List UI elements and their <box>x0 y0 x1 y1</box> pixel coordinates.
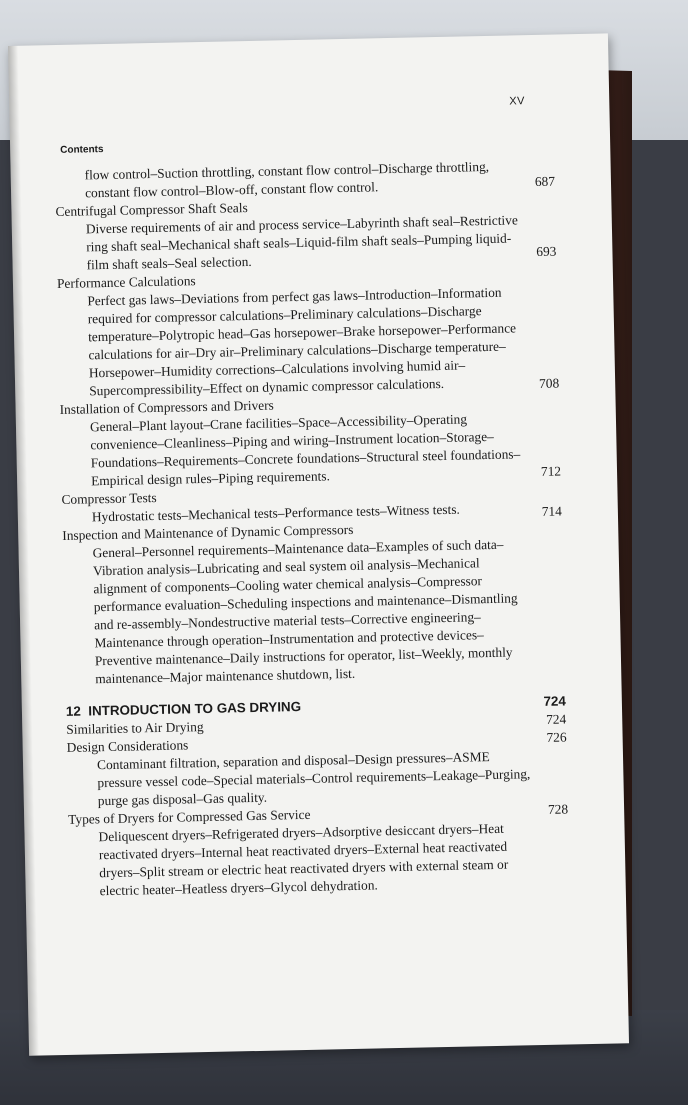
toc-entry-title: Similarities to Air Drying <box>66 719 204 737</box>
page-number: XV <box>509 95 526 108</box>
toc-entry <box>68 801 569 901</box>
toc-entry-title: Performance Calculations <box>56 273 196 292</box>
toc-page-number: 708 <box>538 375 560 391</box>
toc-entry-title: Design Considerations <box>66 737 189 755</box>
chapter-page-number: 724 <box>543 693 566 709</box>
toc-description: Perfect gas laws–Deviations from perfect gas laws–Introduction–Information required for compressor calculations–Preliminary calculations–Discharge temperature–Polytropic head–Gas horsepower–Brake horsepower–Performance calculations for air–Dry air–Preliminary calculations–Discharge temperature–Horsepower–Humidity corrections–Calculations involving humid air–Supercompressibility–Effect on dynamic compressor calculations. <box>87 284 517 399</box>
chapter-number: 12 <box>65 703 82 719</box>
toc-description: Diverse requirements of air and process service–Labyrinth shaft seal–Restrictive ring shaft seal–Mechanical shaft seals–Liquid-film shaft seals–Pumping liquid-film shaft seals–Seal selection. <box>85 212 518 273</box>
toc-entry-title: Inspection and Maintenance of Dynamic Compressors <box>62 521 354 543</box>
toc-page-number: 726 <box>546 729 567 745</box>
spine-shadow <box>8 46 39 1056</box>
toc-page-number: 712 <box>540 463 562 479</box>
toc-entry-title: Centrifugal Compressor Shaft Seals <box>55 200 248 220</box>
toc-page-number: 687 <box>534 173 556 189</box>
toc-page-number: 714 <box>541 503 563 519</box>
book-page <box>8 33 629 1055</box>
toc-description: General–Plant layout–Crane facilities–Space–Accessibility–Operating convenience–Cleanliness–Piping and wiring–Instrument location–Storage–Foundations–Requirements–Concrete foundations–Structural steel foundations–Empirical design rules–Piping requirements. <box>89 411 521 489</box>
toc-description: flow control–Suction throttling, constant flow control–Discharge throttling, constant flow control–Blow-off, constant flow control. <box>84 158 490 201</box>
toc-description: Deliquescent dryers–Refrigerated dryers–Adsorptive desiccant dryers–Heat reactivated dryers–Internal heat reactivated dryers–External heat reactivated dryers–Split stream or electric heat reactivated dryers with external steam or electric heater–Heatless dryers–Glycol dehydration. <box>98 820 509 899</box>
toc-description: Contaminant filtration, separation and disposal–Design pressures–ASME pressure vessel code–Special materials–Control requirements–Leakage–Purging, purge gas disposal–Gas quality. <box>96 749 531 809</box>
toc-page-number: 693 <box>536 243 557 259</box>
table-of-contents <box>55 157 569 901</box>
toc-page-number: 728 <box>547 801 569 817</box>
toc-description: Hydrostatic tests–Mechanical tests–Performance tests–Witness tests. <box>91 501 460 525</box>
toc-entry-title: Compressor Tests <box>61 489 157 507</box>
toc-description: General–Personnel requirements–Maintenance data–Examples of such data–Vibration analysis–Lubricating and seal system oil analysis–Mechanical alignment of components–Cooling water chemical analysis–Compressor performance evaluation–Scheduling inspections and maintenance–Dismantling and re-assembly–Nondestructive material tests–Corrective engineering–Maintenance through operation–Instrumentation and protective devices–Preventive maintenance–Daily instructions for operator, list–Weekly, monthly maintenance–Major maintenance shutdown, list. <box>92 536 518 687</box>
toc-entry-title: Installation of Compressors and Drivers <box>59 397 274 417</box>
running-head: Contents <box>60 144 104 156</box>
chapter-title: INTRODUCTION TO GAS DRYING <box>88 699 302 719</box>
toc-entry-title: Types of Dryers for Compressed Gas Service <box>68 806 311 827</box>
toc-page-number: 724 <box>545 711 567 727</box>
